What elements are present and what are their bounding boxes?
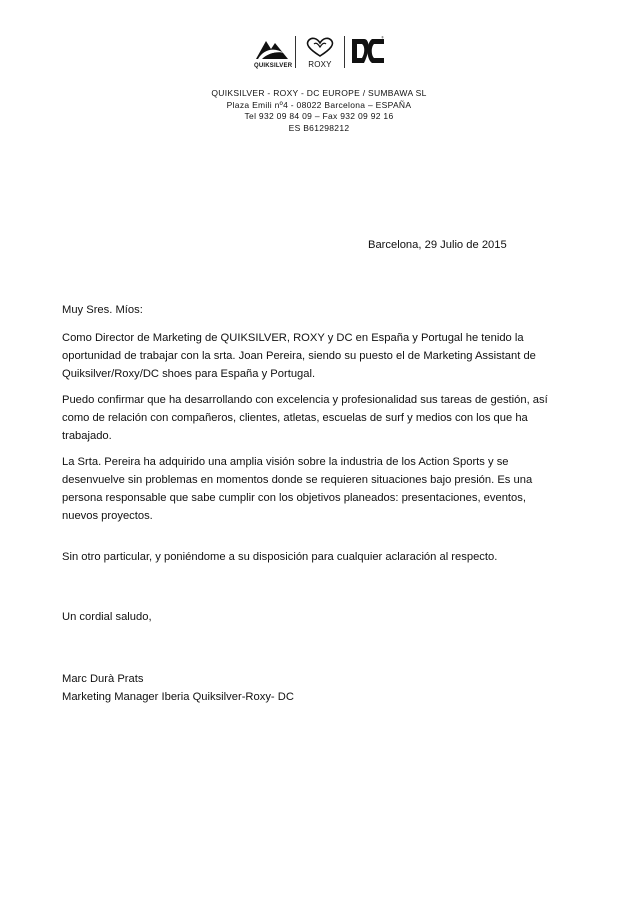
paragraph-line: como de relación con compañeros, clientes, atletas, escuelas de surf y medios con los que ha xyxy=(62,412,528,424)
paragraph-line: trabajado. xyxy=(62,430,112,442)
company-address-block xyxy=(0,88,638,134)
roxy-wordmark: ROXY xyxy=(308,60,332,69)
signer-title: Marketing Manager Iberia Quiksilver-Roxy- DC xyxy=(62,691,294,703)
paragraph-3 xyxy=(62,453,582,525)
paragraph-2 xyxy=(62,391,582,445)
company-phone-line: Tel 932 09 84 09 – Fax 932 09 92 16 xyxy=(244,111,394,121)
brand-logos xyxy=(254,34,386,70)
letter-date: Barcelona, 29 Julio de 2015 xyxy=(368,239,507,251)
quiksilver-mountain-wave-icon xyxy=(254,35,290,61)
paragraph-line: nuevos proyectos. xyxy=(62,510,153,522)
quiksilver-wordmark: QUIKSILVER xyxy=(254,63,293,69)
dc-logo xyxy=(350,35,386,69)
roxy-heart-icon xyxy=(301,35,339,59)
roxy-logo xyxy=(301,35,339,69)
signer-name: Marc Durà Prats xyxy=(62,673,144,685)
signature-block xyxy=(62,670,582,706)
paragraph-line: Puedo confirmar que ha desarrollando con excelencia y profesionalidad sus tareas de gestión, así xyxy=(62,394,548,406)
logo-divider xyxy=(295,36,296,68)
paragraph-line: Como Director de Marketing de QUIKSILVER, ROXY y DC en España y Portugal he tenido la xyxy=(62,332,524,344)
greeting: Muy Sres. Míos: xyxy=(62,304,143,316)
company-tax-id-line: ES B61298212 xyxy=(288,122,350,133)
paragraph-line: Quiksilver/Roxy/DC shoes para España y Portugal. xyxy=(62,368,316,380)
paragraph-1 xyxy=(62,329,582,383)
paragraph-line: La Srta. Pereira ha adquirido una amplia visión sobre la industria de los Action Sports y se xyxy=(62,456,509,468)
dc-shoes-icon xyxy=(350,35,386,69)
quiksilver-logo xyxy=(254,35,293,69)
company-address-line: Plaza Emili nº4 - 08022 Barcelona – ESPAÑA xyxy=(226,99,412,110)
paragraph-line: oportunidad de trabajar con la srta. Joan Pereira, siendo su puesto el de Marketing Assistant de xyxy=(62,350,536,362)
registered-mark: ® xyxy=(381,35,384,40)
paragraph-line: desenvuelve sin problemas en momentos donde se requieren situaciones bajo presión. Es una xyxy=(62,474,533,486)
paragraph-line: persona responsable que sabe cumplir con los objetivos planeados: presentaciones, eventos, xyxy=(62,492,526,504)
logo-divider xyxy=(344,36,345,68)
company-name-line: QUIKSILVER - ROXY - DC EUROPE / SUMBAWA SL xyxy=(211,88,427,98)
salutation: Un cordial saludo, xyxy=(62,611,152,623)
closing-sentence: Sin otro particular, y poniéndome a su disposición para cualquier aclaración al respecto. xyxy=(62,551,498,563)
